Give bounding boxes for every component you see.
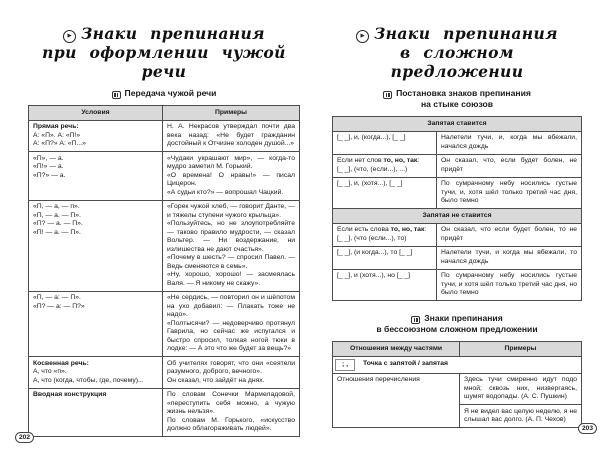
condition-line <box>337 272 432 281</box>
table-row <box>29 356 299 388</box>
condition-cell <box>29 292 162 357</box>
condition-cell <box>29 121 162 152</box>
table-row <box>333 177 581 209</box>
example-paragraph: «А судьи кто?» — вопрошал Чацкий. <box>167 188 284 196</box>
example-cell <box>459 374 581 428</box>
condition-line <box>337 226 432 235</box>
column-header-relations: Отношения между частями <box>333 342 459 356</box>
condition-text: : <box>417 157 420 164</box>
section-title-direct-speech <box>28 88 300 99</box>
table-header-row <box>333 342 581 356</box>
condition-line <box>337 235 432 244</box>
condition-line <box>33 377 158 386</box>
table-row <box>333 269 581 301</box>
condition-line <box>33 368 158 377</box>
page-number-badge: 202 <box>15 432 34 443</box>
title-line-2: при оформлении чужой речи <box>42 43 286 81</box>
asyndetic-table-wrap <box>332 341 593 432</box>
example-item: Я не видел вас целую неделю, я не слышал вас долго. (А. П. Чехов) <box>460 404 581 427</box>
condition-text: Если есть слова <box>337 226 391 233</box>
example-cell <box>162 201 299 291</box>
title-line-1 <box>28 24 300 43</box>
condition-cell <box>333 247 436 269</box>
condition-line <box>33 172 158 181</box>
condition-cell <box>29 357 162 388</box>
condition-text: [_ _], (что, (если...), ...) <box>337 165 408 173</box>
condition-line <box>337 180 432 189</box>
condition-cell <box>333 224 436 246</box>
band-label: Запятая не ставится <box>333 209 581 223</box>
column-header-examples: Примеры <box>459 342 581 356</box>
condition-text: «П, — а, — п». <box>33 203 80 210</box>
condition-line <box>33 360 158 369</box>
example-cell <box>162 357 299 388</box>
condition-text: [_ _], и, (когда...), [_ _] <box>337 134 406 141</box>
example-cell <box>436 247 581 269</box>
section-title-line-2: в бессоюзном сложном предложении <box>376 324 538 334</box>
example-paragraph: «Чудаки украшают мир», — когда-то мудро заметил М. Горький. <box>167 154 295 170</box>
band-label: Запятая ставится <box>333 117 581 131</box>
example-paragraph: Он сказал, что если будет болен, то не придёт <box>441 226 577 242</box>
condition-line <box>337 134 432 143</box>
example-paragraph: Он сказал, что зайдёт на днях. <box>167 376 265 384</box>
table-row <box>333 223 581 246</box>
section-title-text: Знаки препинания <box>424 313 503 323</box>
pause-icon <box>411 316 420 324</box>
condition-text: «П? — а: — П?» <box>33 302 85 310</box>
condition-line <box>33 163 158 172</box>
condition-cell <box>29 389 162 437</box>
condition-line <box>33 391 158 400</box>
example-cell <box>436 178 581 209</box>
example-paragraph: По сумрачному небу носились густые тучи, и, хотя шёл только третий час дня, было темно <box>441 180 577 204</box>
condition-line <box>33 155 158 164</box>
section-title-junction <box>332 88 582 110</box>
condition-text: : <box>424 226 427 233</box>
condition-cell: Отношения перечисления <box>337 376 420 383</box>
example-paragraph: Он сказал, что, если будет болен, не придёт <box>441 157 577 173</box>
example-paragraph: «Ну, хорошо, хорошо! — засмеялась Валя. — Я никому не скажу». <box>167 271 295 287</box>
condition-text: Прямая речь: <box>33 123 79 130</box>
condition-text: «П? — а. — П». <box>33 220 83 227</box>
table-row <box>333 246 581 269</box>
example-paragraph: По словам Сонечки Мармеладовой, «переступить себя можно, а чужую жизнь нельзя». <box>167 391 295 415</box>
condition-text: А: «П?» А: «П...» <box>33 140 86 147</box>
condition-line <box>33 203 158 212</box>
example-cell <box>162 292 299 357</box>
example-paragraph: «Не сердись, — повторил он и шёпотом на ухо добавил: — Плакать тоже не надо». <box>167 294 295 318</box>
section-title-text: Постановка знаков препинания <box>396 88 531 98</box>
table-header-row <box>29 106 299 120</box>
condition-text: Косвенная речь: <box>33 359 89 367</box>
page-number-badge: 203 <box>578 423 597 434</box>
condition-line <box>337 166 432 175</box>
title-text: Знаки препинания <box>374 24 558 43</box>
condition-text: то, но, так <box>390 226 425 233</box>
condition-text: [_ _], (что (если...), то) <box>337 234 407 242</box>
condition-cell <box>333 155 436 177</box>
example-cell <box>162 121 299 152</box>
condition-line <box>33 303 158 312</box>
table-row <box>333 373 581 428</box>
example-paragraph: «Почему в шесть? — спросил Павел. — Ведь сменяются в семь». <box>167 254 295 270</box>
example-paragraph: «Пользуйтесь, но не злоупотребляйте — таково правило мудрости, — сказал Вольтер. — Ни воздержание, ни излишества не дают счастья». <box>167 220 295 253</box>
punctuation-symbol-box: ; , <box>335 359 355 371</box>
example-paragraph: По сумрачному небу носились густые тучи, и хотя шёл только третий час дня, но было темно <box>441 272 577 296</box>
pause-icon <box>112 91 121 99</box>
example-item: Здесь тучи смиренно идут подо мной; сквозь них, низвергаясь, шумят водопады. (А. С. Пушкин) <box>464 376 577 400</box>
page-right <box>332 24 593 437</box>
example-paragraph: «Горек чужой хлеб, — говорит Данте, — и тяжелы ступени чужого крыльца». <box>167 203 295 219</box>
table-row <box>29 120 299 152</box>
section-title-line-1 <box>332 313 582 324</box>
condition-text: А: «П». А: «П!» <box>33 131 81 139</box>
condition-line <box>33 212 158 221</box>
condition-line <box>33 123 158 132</box>
page-right-title <box>332 24 582 81</box>
condition-line <box>33 220 158 229</box>
example-cell <box>162 152 299 200</box>
example-paragraph: «Полтысячи? — недоверчиво протянул Гаврила, но сейчас же испугался и быстро спросил, толкая ногой тюки в лодке: — А это что же будет за вещь?» <box>167 319 295 352</box>
condition-text: «П», — а. <box>33 154 64 162</box>
condition-text: «П!» — а. <box>33 163 64 170</box>
condition-text: «П, — а. — П». <box>33 211 81 219</box>
condition-text: Если нет слов <box>337 157 384 164</box>
band-content <box>333 357 581 373</box>
condition-line <box>33 132 158 141</box>
example-cell <box>436 224 581 246</box>
condition-text: [_ _], и, (хотя...), [_ _] <box>337 180 403 187</box>
example-paragraph: Налетели тучи, и когда мы вбежали, то начался дождь <box>441 249 577 265</box>
condition-text: «П! — а. — П». <box>33 228 81 236</box>
band-row <box>333 208 581 223</box>
column-header-conditions: Условия <box>29 106 162 120</box>
condition-line <box>337 157 432 166</box>
section-title-line-2: на стыке союзов <box>420 99 494 109</box>
example-cell <box>162 389 299 437</box>
pause-icon <box>383 91 392 99</box>
condition-text: [_ _], (и когда...), то [_ _] <box>337 249 413 256</box>
condition-text: то, но, так <box>383 157 418 164</box>
example-paragraph: Налетели тучи, и, когда мы вбежали, начался дождь <box>441 134 577 150</box>
condition-cell <box>333 178 436 209</box>
direct-speech-table <box>28 105 300 437</box>
condition-cell <box>333 132 436 154</box>
table-row <box>29 291 299 357</box>
condition-text: Вводная конструкция <box>33 391 107 398</box>
table-row <box>29 200 299 291</box>
play-circle-icon: ▶ <box>63 30 76 43</box>
title-line-2: в сложном предложении <box>390 43 524 81</box>
page-left-title <box>28 24 300 81</box>
condition-line <box>33 229 158 238</box>
section-title-text: Передача чужой речи <box>124 88 217 98</box>
condition-text: [_ _], и (хотя...), но [_ _] <box>337 272 411 279</box>
condition-text: А, что (когда, чтобы, где, почему)... <box>33 376 144 384</box>
section-title-asyndetic <box>332 313 582 335</box>
example-paragraph: Н. А. Некрасов утверждал почти два века назад: «Не будет гражданин достойный к Отчизне холоден душой...» <box>167 123 295 147</box>
column-header-examples: Примеры <box>162 106 299 120</box>
example-cell <box>436 132 581 154</box>
table-row <box>333 131 581 154</box>
title-line-1 <box>332 24 582 43</box>
condition-line <box>33 294 158 303</box>
condition-text: «П?» — а. <box>33 171 66 179</box>
condition-cell <box>29 201 162 291</box>
example-cell <box>436 155 581 177</box>
condition-line <box>337 249 432 258</box>
example-paragraph: «О времена! О нравы!» — писал Цицерон. <box>167 171 295 187</box>
table-row <box>333 154 581 177</box>
condition-line <box>33 140 158 149</box>
page-left <box>19 24 300 441</box>
condition-cell <box>333 270 436 301</box>
section-title-line-1 <box>332 88 582 99</box>
table-row <box>29 388 299 437</box>
condition-cell <box>29 152 162 200</box>
direct-speech-table-wrap <box>19 105 300 441</box>
condition-text: А, что «п». <box>33 368 67 375</box>
band-label: Точка с запятой / запятая <box>363 360 449 368</box>
example-paragraph: По словам М. Горького, «искусство должно облагораживать людей». <box>167 416 295 432</box>
example-paragraph: Об учителях говорят, что они «сеятели разумного, доброго, вечного». <box>167 359 295 375</box>
table-row <box>29 151 299 200</box>
play-circle-icon: ▶ <box>356 30 369 43</box>
band-row <box>333 117 581 131</box>
title-text: Знаки препинания <box>81 24 265 43</box>
asyndetic-table <box>332 341 582 428</box>
example-cell <box>436 270 581 301</box>
condition-text: «П, — а: — П». <box>33 294 81 301</box>
punctuation-band-row <box>333 356 581 373</box>
junction-table <box>332 116 582 301</box>
